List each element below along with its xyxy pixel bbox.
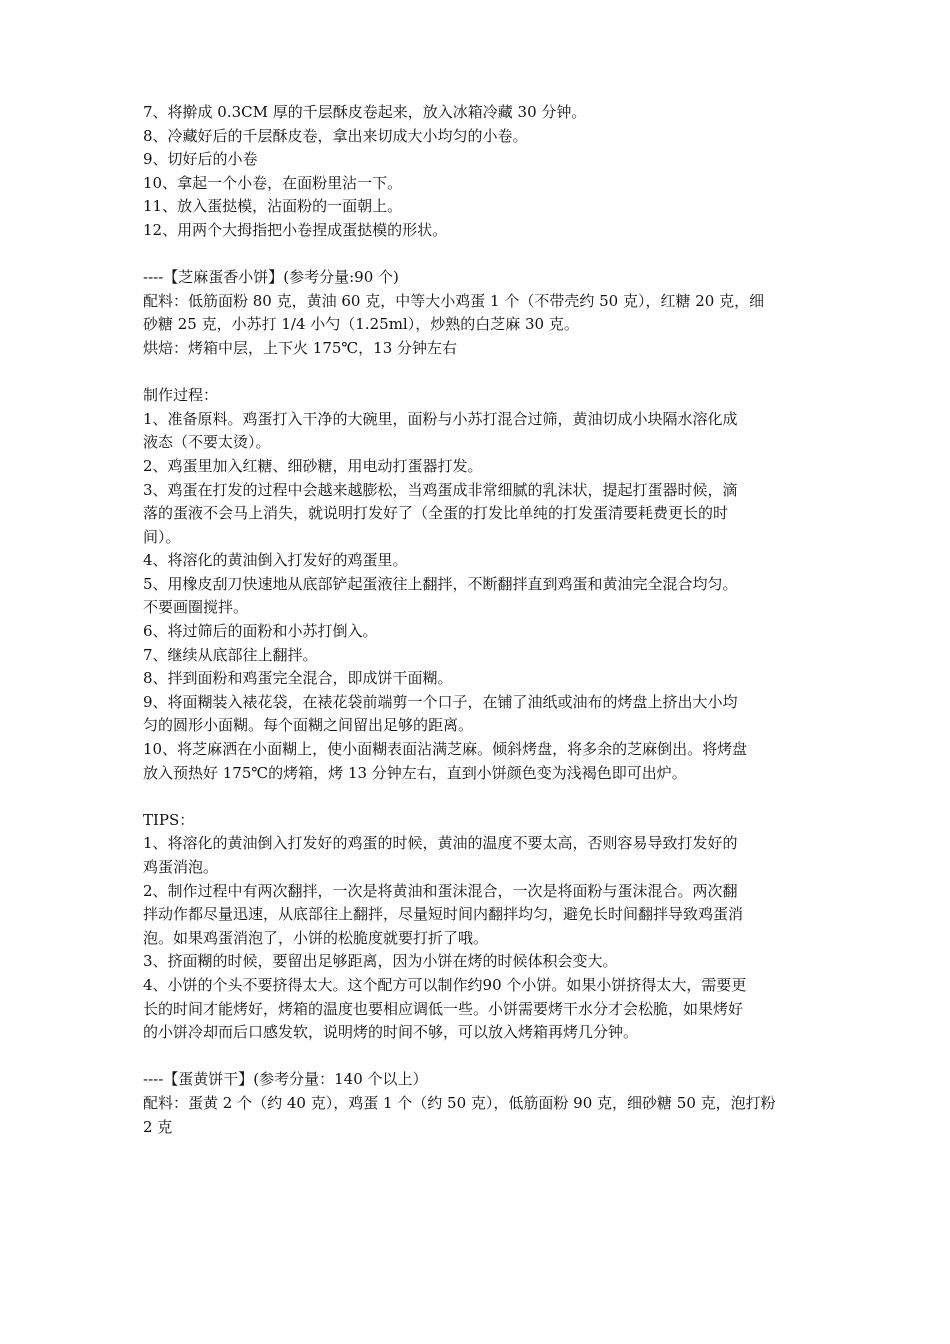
text-line: 落的蛋液不会马上消失，就说明打发好了（全蛋的打发比单纯的打发蛋清要耗费更长的时 — [143, 504, 729, 523]
text-line: 2、鸡蛋里加入红糖、细砂糖，用电动打蛋器打发。 — [143, 456, 483, 475]
paragraph-gap — [143, 243, 823, 267]
text-line: 配料：蛋黄 2 个（约 40 克），鸡蛋 1 个（约 50 克），低筋面粉 90 克，细砂糖 50 克，泡打粉 — [143, 1093, 776, 1112]
text-line: 6、将过筛后的面粉和小苏打倒入。 — [143, 622, 378, 641]
tips-section — [143, 809, 823, 1045]
text-line: 11、放入蛋挞模，沾面粉的一面朝上。 — [143, 197, 403, 216]
text-line: 2、制作过程中有两次翻拌，一次是将黄油和蛋沫混合，一次是将面粉与蛋沫混合。两次翻 — [143, 881, 738, 900]
text-line: 长的时间才能烤好，烤箱的温度也要相应调低一些。小饼需要烤干水分才会松脆，如果烤好 — [143, 999, 744, 1018]
text-line: 10、将芝麻洒在小面糊上，使小面糊表面沾满芝麻。倾斜烤盘，将多余的芝麻倒出。将烤盘 — [143, 740, 748, 759]
text-line: 8、冷藏好后的千层酥皮卷，拿出来切成大小均匀的小卷。 — [143, 126, 528, 145]
text-line: 8、拌到面粉和鸡蛋完全混合，即成饼干面糊。 — [143, 669, 453, 688]
text-line: 5、用橡皮刮刀快速地从底部铲起蛋液往上翻拌，不断翻拌直到鸡蛋和黄油完全混合均匀。 — [143, 574, 738, 593]
text-line: 匀的圆形小面糊。每个面糊之间留出足够的距离。 — [143, 716, 474, 735]
text-line: 间）。 — [143, 527, 181, 546]
process-steps — [143, 384, 823, 785]
text-line: 鸡蛋消泡。 — [143, 858, 219, 876]
text-line: 7、将擀成 0.3CM 厚的千层酥皮卷起来，放入冰箱冷藏 30 分钟。 — [143, 103, 587, 121]
paragraph-gap — [143, 361, 823, 385]
text-line: 3、鸡蛋在打发的过程中会越来越膨松，当鸡蛋成非常细腻的乳沫状，提起打蛋器时候，滴 — [143, 480, 738, 499]
steps-continued — [143, 101, 823, 243]
text-line: 1、将溶化的黄油倒入打发好的鸡蛋的时候，黄油的温度不要太高，否则容易导致打发好的 — [143, 834, 738, 853]
text-line: 4、小饼的个头不要挤得太大。这个配方可以制作约90 个小饼。如果小饼挤得太大，需要更 — [143, 975, 747, 994]
section-heading: 制作过程： — [143, 386, 219, 405]
text-line: 12、用两个大拇指把小卷捏成蛋挞模的形状。 — [143, 220, 448, 239]
text-line: 9、将面糊装入裱花袋，在裱花袋前端剪一个口子，在铺了油纸或油布的烤盘上挤出大小均 — [143, 692, 738, 711]
text-line: 拌动作都尽量迅速，从底部往上翻拌，尽量短时间内翻拌均匀，避免长时间翻拌导致鸡蛋消 — [143, 905, 744, 924]
text-line: 砂糖 25 克，小苏打 1/4 小勺（1.25ml），炒熟的白芝麻 30 克。 — [143, 315, 579, 334]
paragraph-gap — [143, 1045, 823, 1069]
text-line: 液态（不要太烫）。 — [143, 433, 271, 452]
text-line: 泡。如果鸡蛋消泡了，小饼的松脆度就要打折了哦。 — [143, 928, 489, 947]
text-line: 1、准备原料。鸡蛋打入干净的大碗里，面粉与小苏打混合过筛，黄油切成小块隔水溶化成 — [143, 409, 738, 428]
text-line: 10、拿起一个小卷，在面粉里沾一下。 — [143, 173, 403, 192]
recipe-title: ----【芝麻蛋香小饼】(参考分量:90 个) — [143, 268, 399, 287]
recipe-sesame-cookie — [143, 266, 823, 360]
text-line: 烘焙：烤箱中层，上下火 175℃，13 分钟左右 — [143, 338, 458, 357]
section-heading: TIPS： — [143, 810, 195, 829]
text-line: 的小饼冷却而后口感发软，说明烤的时间不够，可以放入烤箱再烤几分钟。 — [143, 1023, 639, 1042]
paragraph-gap — [143, 785, 823, 809]
text-line: 配料：低筋面粉 80 克，黄油 60 克，中等大小鸡蛋 1 个（不带壳约 50 克），红糖 20 克，细 — [143, 291, 765, 310]
text-line: 4、将溶化的黄油倒入打发好的鸡蛋里。 — [143, 551, 408, 570]
text-line: 放入预热好 175℃的烤箱，烤 13 分钟左右，直到小饼颜色变为浅褐色即可出炉。 — [143, 763, 687, 782]
document-page — [143, 101, 823, 1139]
text-line: 7、继续从底部往上翻拌。 — [143, 645, 318, 664]
recipe-egg-yolk-biscuit — [143, 1068, 823, 1139]
text-line: 3、挤面糊的时候，要留出足够距离，因为小饼在烤的时候体积会变大。 — [143, 952, 618, 971]
text-line: 9、切好后的小卷 — [143, 150, 258, 169]
text-line: 不要画圈搅拌。 — [143, 598, 249, 617]
text-line: 2 克 — [143, 1117, 173, 1136]
recipe-title: ----【蛋黄饼干】(参考分量：140 个以上） — [143, 1070, 428, 1089]
